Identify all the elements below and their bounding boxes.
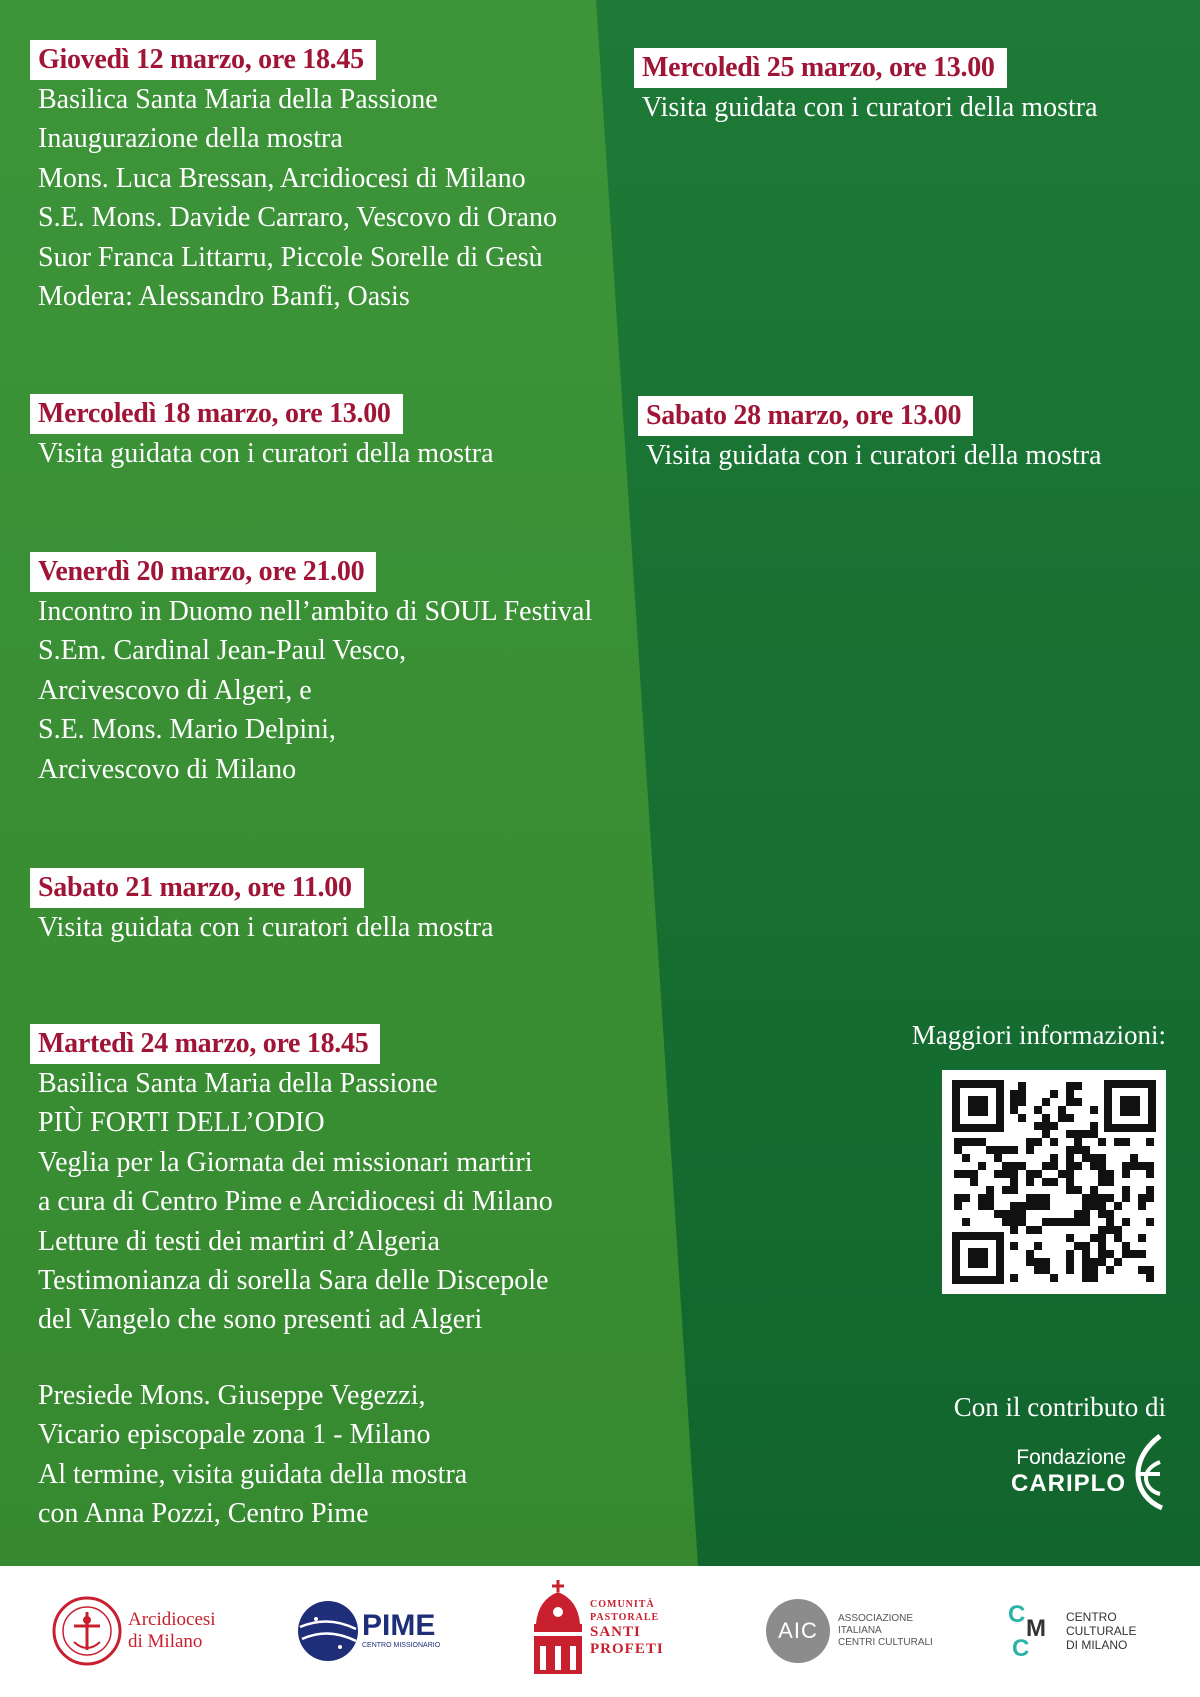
qr-module — [1106, 1194, 1114, 1202]
qr-module — [1034, 1122, 1042, 1130]
qr-module — [1034, 1170, 1042, 1178]
qr-module — [962, 1218, 970, 1226]
qr-module — [1050, 1138, 1058, 1146]
qr-module — [1010, 1210, 1018, 1218]
aic-logo — [766, 1586, 933, 1676]
qr-module — [1098, 1242, 1106, 1250]
partner-logos-bar — [0, 1566, 1200, 1697]
qr-module — [978, 1138, 986, 1146]
event-18-march — [30, 394, 494, 473]
qr-module — [1010, 1106, 1018, 1114]
qr-module — [1034, 1242, 1042, 1250]
qr-module — [1098, 1234, 1106, 1242]
qr-module — [1146, 1138, 1154, 1146]
qr-module — [1098, 1154, 1106, 1162]
cariplo-mark-icon — [1130, 1432, 1166, 1512]
qr-module — [1066, 1266, 1074, 1274]
partner-name-line: SANTI — [590, 1624, 641, 1640]
qr-module — [954, 1170, 962, 1178]
qr-module — [1098, 1162, 1106, 1170]
qr-module — [1002, 1146, 1010, 1154]
qr-module — [1026, 1194, 1034, 1202]
partner-name-line: CENTRI CULTURALI — [838, 1637, 933, 1648]
qr-module — [1034, 1226, 1042, 1234]
qr-module — [970, 1138, 978, 1146]
pime-globe-icon — [296, 1599, 360, 1663]
qr-module — [1002, 1162, 1010, 1170]
partner-name-line: CULTURALE — [1066, 1624, 1137, 1638]
qr-module — [1042, 1266, 1050, 1274]
qr-module — [1074, 1146, 1082, 1154]
qr-module — [1010, 1146, 1018, 1154]
qr-module — [1114, 1226, 1122, 1234]
event-details — [30, 908, 494, 947]
qr-module — [1042, 1114, 1050, 1122]
qr-module — [1066, 1146, 1074, 1154]
qr-module — [986, 1202, 994, 1210]
qr-module — [1042, 1162, 1050, 1170]
aic-badge: AIC — [766, 1599, 830, 1663]
qr-module — [954, 1194, 962, 1202]
qr-module — [1050, 1122, 1058, 1130]
qr-module — [1050, 1178, 1058, 1186]
event-line: a cura di Centro Pime e Arcidiocesi di Milano — [38, 1186, 553, 1218]
event-line: Presiede Mons. Giuseppe Vegezzi, — [38, 1379, 426, 1411]
qr-module — [1122, 1250, 1130, 1258]
qr-module — [1090, 1106, 1098, 1114]
qr-module — [1066, 1098, 1074, 1106]
qr-module — [1074, 1162, 1082, 1170]
qr-module — [1114, 1258, 1122, 1266]
qr-module — [1050, 1162, 1058, 1170]
qr-module — [962, 1194, 970, 1202]
qr-module — [1002, 1210, 1010, 1218]
qr-module — [1018, 1218, 1026, 1226]
qr-module — [994, 1154, 1002, 1162]
qr-module — [1026, 1178, 1034, 1186]
event-line: Arcivescovo di Algeri, e — [38, 674, 312, 706]
qr-module — [1138, 1162, 1146, 1170]
more-info-label: Maggiori informazioni: — [911, 1020, 1166, 1050]
qr-module — [1042, 1194, 1050, 1202]
event-line: S.E. Mons. Davide Carraro, Vescovo di Orano — [38, 202, 557, 234]
qr-module — [1146, 1194, 1154, 1202]
qr-module — [986, 1186, 994, 1194]
event-details — [30, 80, 557, 316]
spacer — [38, 1340, 553, 1376]
qr-module — [1090, 1194, 1098, 1202]
qr-module — [1122, 1138, 1130, 1146]
event-details — [638, 436, 1102, 475]
qr-module — [1066, 1250, 1074, 1258]
qr-module — [1034, 1138, 1042, 1146]
qr-module — [1114, 1234, 1122, 1242]
qr-module — [1074, 1210, 1082, 1218]
event-date: Mercoledì 18 marzo, ore 13.00 — [30, 394, 403, 434]
qr-module — [1066, 1082, 1074, 1090]
qr-module — [1074, 1130, 1082, 1138]
qr-module — [1146, 1162, 1154, 1170]
event-line: Suor Franca Littarru, Piccole Sorelle di Gesù — [38, 241, 543, 273]
qr-module — [1018, 1114, 1026, 1122]
qr-module — [970, 1178, 978, 1186]
qr-module — [1050, 1154, 1058, 1162]
event-details — [634, 88, 1098, 127]
event-date: Giovedì 12 marzo, ore 18.45 — [30, 40, 376, 80]
sponsor-line-1: Fondazione — [1016, 1446, 1126, 1469]
qr-module — [954, 1202, 962, 1210]
qr-module — [1026, 1226, 1034, 1234]
qr-module — [1018, 1162, 1026, 1170]
qr-module — [978, 1194, 986, 1202]
event-line: Mons. Luca Bressan, Arcidiocesi di Milano — [38, 162, 526, 194]
event-line: S.Em. Cardinal Jean-Paul Vesco, — [38, 635, 407, 667]
qr-module — [1050, 1218, 1058, 1226]
qr-module — [1146, 1218, 1154, 1226]
church-icon — [530, 1580, 586, 1676]
qr-module — [1138, 1202, 1146, 1210]
qr-module — [994, 1146, 1002, 1154]
qr-module — [978, 1162, 986, 1170]
qr-module — [1098, 1258, 1106, 1266]
qr-module — [962, 1154, 970, 1162]
qr-module — [1042, 1202, 1050, 1210]
qr-module — [1082, 1242, 1090, 1250]
qr-module — [994, 1210, 1002, 1218]
qr-module — [1018, 1202, 1026, 1210]
qr-module — [978, 1202, 986, 1210]
qr-module — [1010, 1178, 1018, 1186]
qr-module — [1130, 1162, 1138, 1170]
qr-module — [1098, 1178, 1106, 1186]
pime-logo — [296, 1586, 440, 1676]
partner-name-line: PROFETI — [590, 1641, 664, 1657]
qr-module — [1066, 1090, 1074, 1098]
event-line: Inaugurazione della mostra — [38, 123, 343, 155]
qr-module — [1146, 1274, 1154, 1282]
qr-module — [1090, 1186, 1098, 1194]
qr-module — [1026, 1146, 1034, 1154]
qr-module — [1130, 1250, 1138, 1258]
event-20-march — [30, 552, 592, 789]
qr-module — [1042, 1258, 1050, 1266]
qr-module — [1018, 1090, 1026, 1098]
qr-module — [1106, 1170, 1114, 1178]
qr-module — [1034, 1106, 1042, 1114]
qr-module — [1050, 1090, 1058, 1098]
event-line: Testimonianza di sorella Sara delle Discepole — [38, 1265, 549, 1297]
qr-module — [1122, 1242, 1130, 1250]
qr-module — [1002, 1218, 1010, 1226]
qr-module — [1042, 1130, 1050, 1138]
contribution-label: Con il contributo di — [953, 1392, 1166, 1422]
qr-module — [1074, 1186, 1082, 1194]
qr-module — [1098, 1202, 1106, 1210]
qr-module — [1066, 1186, 1074, 1194]
qr-module — [1122, 1162, 1130, 1170]
qr-module — [1066, 1154, 1074, 1162]
qr-module — [1010, 1090, 1018, 1098]
qr-module — [1010, 1162, 1018, 1170]
event-line: Basilica Santa Maria della Passione — [38, 84, 438, 115]
qr-module — [954, 1138, 962, 1146]
qr-module — [1146, 1186, 1154, 1194]
qr-module — [1122, 1186, 1130, 1194]
qr-module — [1042, 1098, 1050, 1106]
qr-module — [994, 1170, 1002, 1178]
qr-module — [1010, 1218, 1018, 1226]
qr-module — [1010, 1098, 1018, 1106]
qr-module — [1146, 1266, 1154, 1274]
qr-module — [1058, 1170, 1066, 1178]
qr-module — [1106, 1250, 1114, 1258]
event-line: Al termine, visita guidata della mostra — [38, 1458, 468, 1490]
qr-module — [1082, 1130, 1090, 1138]
qr-module — [1034, 1202, 1042, 1210]
qr-module — [1066, 1234, 1074, 1242]
qr-module — [962, 1170, 970, 1178]
event-date: Mercoledì 25 marzo, ore 13.00 — [634, 48, 1007, 88]
qr-module — [1058, 1106, 1066, 1114]
qr-module — [1034, 1258, 1042, 1266]
event-line: Visita guidata con i curatori della mostra — [38, 912, 494, 943]
qr-module — [1082, 1274, 1090, 1282]
qr-module — [1098, 1194, 1106, 1202]
partner-name-line: di Milano — [128, 1631, 203, 1652]
qr-module — [1098, 1138, 1106, 1146]
qr-module — [1026, 1258, 1034, 1266]
qr-module — [1090, 1154, 1098, 1162]
event-21-march — [30, 868, 494, 947]
event-line: Veglia per la Giornata dei missionari martiri — [38, 1146, 533, 1178]
qr-module — [970, 1170, 978, 1178]
qr-module — [1058, 1218, 1066, 1226]
qr-module — [1082, 1146, 1090, 1154]
qr-module — [1106, 1226, 1114, 1234]
qr-module — [1122, 1218, 1130, 1226]
qr-module — [1082, 1194, 1090, 1202]
qr-module — [1082, 1218, 1090, 1226]
qr-module — [1082, 1258, 1090, 1266]
cmc-logo — [1008, 1586, 1136, 1676]
qr-module — [1106, 1210, 1114, 1218]
qr-module — [986, 1146, 994, 1154]
qr-module — [1066, 1170, 1074, 1178]
qr-module — [1090, 1162, 1098, 1170]
partner-name-line: ITALIANA — [838, 1625, 882, 1636]
qr-module — [1010, 1202, 1018, 1210]
qr-module — [1066, 1258, 1074, 1266]
qr-module — [1066, 1130, 1074, 1138]
qr-module — [1002, 1186, 1010, 1194]
qr-module — [1138, 1266, 1146, 1274]
arcidiocesi-logo — [52, 1586, 216, 1676]
qr-module — [1058, 1114, 1066, 1122]
qr-module — [1074, 1242, 1082, 1250]
qr-module — [1010, 1242, 1018, 1250]
event-date: Martedì 24 marzo, ore 18.45 — [30, 1024, 380, 1064]
qr-module — [1026, 1138, 1034, 1146]
qr-module — [1042, 1178, 1050, 1186]
partner-name-line: PASTORALE — [590, 1612, 660, 1623]
qr-module — [1018, 1210, 1026, 1218]
qr-module — [1082, 1250, 1090, 1258]
qr-module — [1018, 1082, 1026, 1090]
qr-module — [1074, 1138, 1082, 1146]
fondazione-cariplo-logo — [990, 1432, 1166, 1512]
cmc-mark: C M C — [1008, 1601, 1046, 1662]
event-date: Sabato 21 marzo, ore 11.00 — [30, 868, 364, 908]
qr-module — [1066, 1218, 1074, 1226]
event-date: Venerdì 20 marzo, ore 21.00 — [30, 552, 376, 592]
qr-module — [1082, 1266, 1090, 1274]
santi-profeti-logo — [530, 1578, 664, 1678]
qr-module — [962, 1138, 970, 1146]
qr-code-icon — [942, 1070, 1166, 1294]
qr-module — [954, 1146, 962, 1154]
qr-module — [1026, 1202, 1034, 1210]
qr-module — [1082, 1210, 1090, 1218]
qr-module — [1130, 1154, 1138, 1162]
qr-module — [1082, 1154, 1090, 1162]
partner-name-line: COMUNITÀ — [590, 1599, 655, 1610]
qr-module — [1010, 1274, 1018, 1282]
event-line: Visita guidata con i curatori della mostra — [642, 92, 1098, 123]
arcidiocesi-seal-icon — [52, 1596, 122, 1666]
event-line: del Vangelo che sono presenti ad Algeri — [38, 1304, 483, 1336]
qr-module — [1010, 1186, 1018, 1194]
qr-module — [1138, 1194, 1146, 1202]
qr-module — [1106, 1178, 1114, 1186]
event-details — [30, 434, 494, 473]
qr-module — [986, 1194, 994, 1202]
qr-module — [1050, 1274, 1058, 1282]
qr-module — [1106, 1218, 1114, 1226]
event-28-march — [638, 396, 1102, 475]
qr-module — [1034, 1194, 1042, 1202]
qr-module — [1090, 1122, 1098, 1130]
qr-module — [1010, 1226, 1018, 1234]
qr-module — [1098, 1250, 1106, 1258]
qr-module — [1090, 1258, 1098, 1266]
qr-module — [1042, 1218, 1050, 1226]
qr-module — [1082, 1202, 1090, 1210]
partner-name-line: CENTRO — [1066, 1610, 1117, 1624]
event-line: con Anna Pozzi, Centro Pime — [38, 1498, 369, 1530]
qr-module — [1138, 1250, 1146, 1258]
qr-module — [1090, 1234, 1098, 1242]
event-24-march — [30, 1024, 553, 1533]
qr-module — [1066, 1114, 1074, 1122]
event-line: Visita guidata con i curatori della mostra — [646, 440, 1102, 471]
event-line: Modera: Alessandro Banfi, Oasis — [38, 281, 410, 313]
qr-code[interactable] — [942, 1070, 1166, 1294]
partner-name-line: DI MILANO — [1066, 1638, 1128, 1652]
event-line: Basilica Santa Maria della Passione — [38, 1068, 438, 1099]
qr-module — [1026, 1170, 1034, 1178]
event-25-march — [634, 48, 1098, 127]
qr-module — [1114, 1202, 1122, 1210]
qr-module — [1122, 1194, 1130, 1202]
qr-module — [1066, 1178, 1074, 1186]
qr-module — [1034, 1266, 1042, 1274]
event-line: PIÙ FORTI DELL’ODIO — [38, 1107, 325, 1139]
qr-module — [1122, 1170, 1130, 1178]
sponsor-line-2: CARIPLO — [1011, 1470, 1126, 1497]
event-line: Visita guidata con i curatori della mostra — [38, 438, 494, 469]
event-line: Arcivescovo di Milano — [38, 753, 297, 785]
qr-module — [1042, 1122, 1050, 1130]
partner-name-line: PIME — [362, 1609, 436, 1642]
qr-module — [1146, 1170, 1154, 1178]
qr-module — [1074, 1218, 1082, 1226]
qr-module — [1074, 1098, 1082, 1106]
qr-module — [1090, 1202, 1098, 1210]
qr-module — [1138, 1234, 1146, 1242]
qr-module — [1002, 1170, 1010, 1178]
event-line: Vicario episcopale zona 1 - Milano — [38, 1419, 431, 1451]
event-line: S.E. Mons. Mario Delpini, — [38, 714, 336, 746]
event-line: Incontro in Duomo nell’ambito di SOUL Festival — [38, 596, 593, 627]
event-details — [30, 1064, 553, 1533]
qr-module — [1098, 1210, 1106, 1218]
qr-module — [1090, 1274, 1098, 1282]
event-line: Letture di testi dei martiri d’Algeria — [38, 1225, 440, 1257]
qr-module — [1106, 1266, 1114, 1274]
qr-module — [1090, 1266, 1098, 1274]
qr-module — [1090, 1130, 1098, 1138]
qr-module — [1098, 1170, 1106, 1178]
event-date: Sabato 28 marzo, ore 13.00 — [638, 396, 973, 436]
partner-name-line: ASSOCIAZIONE — [838, 1613, 914, 1624]
qr-module — [1098, 1226, 1106, 1234]
qr-module — [1010, 1170, 1018, 1178]
qr-module — [1026, 1250, 1034, 1258]
qr-module — [1114, 1138, 1122, 1146]
event-details — [30, 592, 592, 789]
partner-name-line: CENTRO MISSIONARIO — [362, 1642, 441, 1649]
partner-name-line: Arcidiocesi — [128, 1609, 216, 1630]
qr-module — [1018, 1098, 1026, 1106]
qr-module — [1066, 1162, 1074, 1170]
event-12-march — [30, 40, 557, 316]
qr-module — [1074, 1082, 1082, 1090]
